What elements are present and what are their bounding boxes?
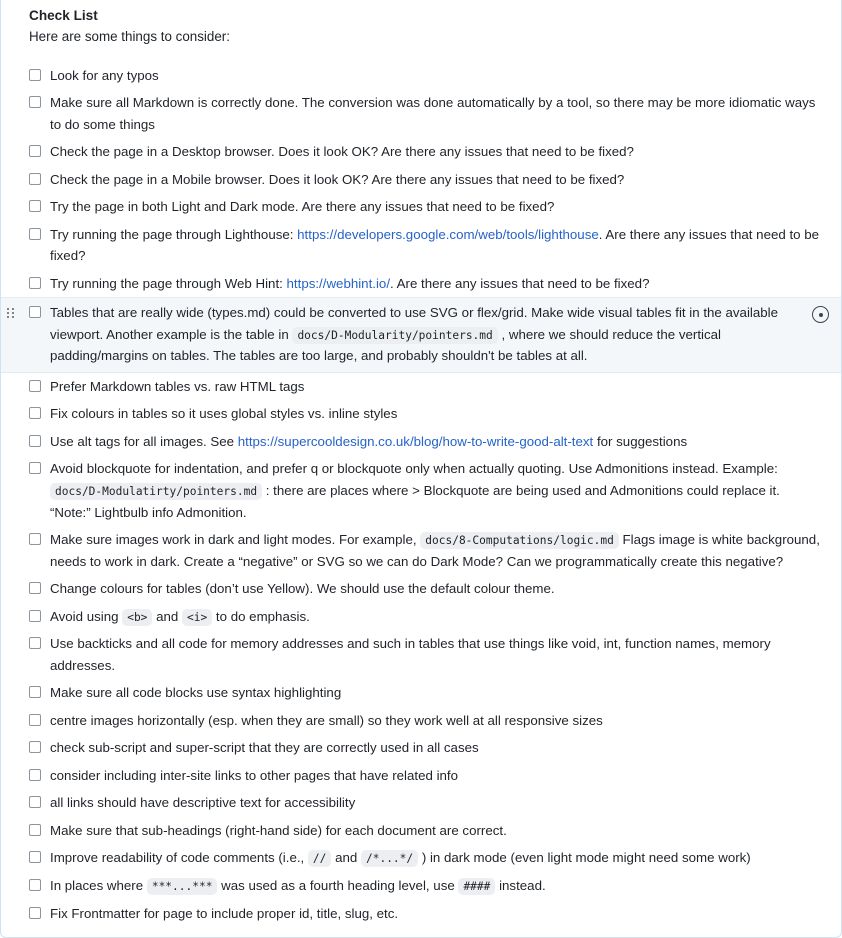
- text-fragment: and: [331, 850, 361, 866]
- text-fragment: Check the page in a Desktop browser. Does it look OK? Are there any issues that need to be fixed?: [50, 144, 634, 160]
- text-fragment: instead.: [495, 877, 546, 893]
- text-fragment: consider including inter-site links to other pages that have related info: [50, 767, 459, 783]
- page-subtitle: Here are some things to consider:: [29, 29, 230, 45]
- check-list-item-label: [50, 710, 822, 732]
- checkbox[interactable]: [29, 582, 41, 594]
- checkbox[interactable]: [29, 96, 41, 108]
- inline-code-chip: docs/D-Modularity/pointers.md: [292, 327, 497, 344]
- text-fragment: . Are there any issues that need to be fixed?: [50, 226, 820, 264]
- inline-code-chip: <i>: [182, 609, 212, 626]
- inline-code-chip: //: [308, 850, 331, 867]
- check-list-item-label: [50, 578, 822, 600]
- text-fragment: Use backticks and all code for memory addresses and such in tables that use things like void, int, function names, memory addresses.: [50, 636, 771, 673]
- text-fragment: Avoid blockquote for indentation, and prefer q or blockquote only when actually quoting. Use Admonitions instead. Example:: [50, 461, 778, 477]
- text-fragment: and: [152, 608, 182, 624]
- check-list-item-label: [50, 302, 802, 367]
- check-list-item-label: [50, 820, 822, 842]
- inline-code-chip: docs/8-Computations/logic.md: [420, 532, 619, 549]
- checkbox[interactable]: [29, 686, 41, 698]
- check-list-item-label: [50, 65, 822, 87]
- checkbox[interactable]: [29, 769, 41, 781]
- check-list-item[interactable]: [15, 455, 827, 526]
- check-list-item[interactable]: [15, 428, 827, 456]
- inline-code-chip: /*...*/: [361, 850, 418, 867]
- text-fragment: Make sure all Markdown is correctly done. The conversion was done automatically by a tool, so there may be more idiomatic ways to do some things: [50, 95, 816, 132]
- text-fragment: Fix colours in tables so it uses global styles vs. inline styles: [50, 406, 398, 422]
- record-dot-circle-icon[interactable]: [812, 306, 829, 323]
- check-list-item[interactable]: [15, 89, 827, 138]
- checkbox[interactable]: [29, 145, 41, 157]
- inline-code-chip: ***...***: [147, 878, 218, 895]
- external-link[interactable]: https://webhint.io/: [286, 275, 391, 291]
- check-list-item[interactable]: [15, 526, 827, 575]
- checkbox[interactable]: [29, 610, 41, 622]
- check-list-item[interactable]: [15, 734, 827, 762]
- check-list-item-label: [50, 529, 822, 572]
- check-list: [15, 62, 827, 928]
- text-fragment: Make sure all code blocks use syntax highlighting: [50, 685, 342, 701]
- text-fragment: was used as a fourth heading level, use: [217, 877, 459, 893]
- text-fragment: , where we should reduce the vertical padding/margins on tables. The tables are too large, and probably shouldn't be tables at all.: [50, 326, 721, 364]
- checkbox[interactable]: [29, 306, 41, 318]
- check-list-item-label: [50, 273, 822, 295]
- checkbox[interactable]: [29, 851, 41, 863]
- check-list-item[interactable]: [15, 679, 827, 707]
- checkbox[interactable]: [29, 435, 41, 447]
- check-list-item[interactable]: [15, 373, 827, 401]
- check-list-item-label: [50, 903, 822, 925]
- text-fragment: : there are places where > Blockquote are being used and Admonitions could replace it. “Note:” Lightbulb info Admonition.: [50, 483, 780, 520]
- check-list-item-label: [50, 765, 822, 787]
- check-list-item[interactable]: [15, 630, 827, 679]
- checkbox[interactable]: [29, 173, 41, 185]
- text-fragment: centre images horizontally (esp. when they are small) so they work well at all responsive sizes: [50, 712, 603, 728]
- text-fragment: ) in dark mode (even light mode might need some work): [418, 850, 751, 866]
- text-fragment: Look for any typos: [50, 67, 159, 83]
- text-fragment: Tables that are really wide (types.md) could be converted to use SVG or flex/grid. Make wide visual tables fit in the available viewport. Another example is the table in: [50, 305, 778, 342]
- page-title: Check List: [29, 8, 98, 23]
- text-fragment: check sub-script and super-script that they are correctly used in all cases: [50, 740, 479, 756]
- checkbox[interactable]: [29, 380, 41, 392]
- inline-code-chip: ####: [458, 878, 495, 895]
- checkbox[interactable]: [29, 796, 41, 808]
- text-fragment: Avoid using: [50, 608, 123, 624]
- checkbox[interactable]: [29, 462, 41, 474]
- checkbox[interactable]: [29, 741, 41, 753]
- checkbox[interactable]: [29, 714, 41, 726]
- check-list-item[interactable]: [15, 900, 827, 928]
- check-list-item-label: [50, 196, 822, 218]
- check-list-item[interactable]: [1, 297, 841, 373]
- text-fragment: for suggestions: [593, 433, 688, 449]
- check-list-item-label: [50, 737, 822, 759]
- check-list-item-label: [50, 431, 822, 453]
- text-fragment: In places where: [50, 877, 147, 893]
- text-fragment: Flags image is white background, needs to work in dark. Create a “negative” or SVG so we can do Dark Mode? Can we programmatically create this negative?: [50, 532, 820, 569]
- text-fragment: . Are there any issues that need to be fixed?: [390, 275, 650, 291]
- checkbox[interactable]: [29, 200, 41, 212]
- inline-code-chip: docs/D-Modulatirty/pointers.md: [50, 483, 262, 500]
- check-list-item[interactable]: [15, 817, 827, 845]
- text-fragment: all links should have descriptive text for accessibility: [50, 795, 356, 811]
- text-fragment: Fix Frontmatter for page to include proper id, title, slug, etc.: [50, 905, 399, 921]
- text-fragment: Make sure that sub-headings (right-hand side) for each document are correct.: [50, 822, 507, 838]
- check-list-item-label: [50, 847, 822, 869]
- check-list-item[interactable]: [15, 270, 827, 298]
- checkbox[interactable]: [29, 69, 41, 81]
- check-list-item[interactable]: [15, 138, 827, 166]
- checkbox[interactable]: [29, 228, 41, 240]
- checkbox[interactable]: [29, 277, 41, 289]
- text-fragment: Change colours for tables (don’t use Yellow). We should use the default colour theme.: [50, 581, 555, 597]
- check-list-item[interactable]: [15, 762, 827, 790]
- text-fragment: Prefer Markdown tables vs. raw HTML tags: [50, 378, 305, 394]
- text-fragment: to do emphasis.: [212, 608, 310, 624]
- check-list-item-label: [50, 141, 822, 163]
- check-list-item-label: [50, 606, 822, 628]
- check-list-item-label: [50, 92, 822, 135]
- text-fragment: Improve readability of code comments (i.e.,: [50, 850, 308, 866]
- external-link[interactable]: https://supercooldesign.co.uk/blog/how-to-write-good-alt-text: [237, 433, 594, 449]
- text-fragment: Use alt tags for all images. See: [50, 433, 238, 449]
- check-list-item-label: [50, 403, 822, 425]
- check-list-item-label: [50, 633, 822, 676]
- checkbox[interactable]: [29, 879, 41, 891]
- check-list-item[interactable]: [15, 707, 827, 735]
- check-list-item-label: [50, 682, 822, 704]
- text-fragment: Try the page in both Light and Dark mode. Are there any issues that need to be fixed?: [50, 199, 555, 215]
- check-list-item[interactable]: [15, 844, 827, 872]
- check-list-item[interactable]: [15, 62, 827, 90]
- inline-code-chip: <b>: [122, 609, 152, 626]
- check-list-item[interactable]: [15, 789, 827, 817]
- check-list-item[interactable]: [15, 166, 827, 194]
- check-list-item-label: [50, 458, 822, 523]
- text-fragment: Make sure images work in dark and light modes. For example,: [50, 532, 421, 548]
- checkbox[interactable]: [29, 637, 41, 649]
- check-list-item[interactable]: [15, 575, 827, 603]
- check-list-item[interactable]: [15, 221, 827, 270]
- checkbox[interactable]: [29, 533, 41, 545]
- check-list-item[interactable]: [15, 603, 827, 631]
- external-link[interactable]: https://developers.google.com/web/tools/lighthouse: [297, 226, 599, 242]
- checkbox[interactable]: [29, 907, 41, 919]
- text-fragment: Try running the page through Web Hint:: [50, 275, 287, 291]
- check-list-item-label: [50, 224, 822, 267]
- check-list-item[interactable]: [15, 193, 827, 221]
- checkbox[interactable]: [29, 824, 41, 836]
- check-list-item-label: [50, 169, 822, 191]
- check-list-item[interactable]: [15, 400, 827, 428]
- text-fragment: Try running the page through Lighthouse:: [50, 226, 298, 242]
- check-list-item-label: [50, 792, 822, 814]
- text-fragment: Check the page in a Mobile browser. Does it look OK? Are there any issues that need to be fixed?: [50, 171, 625, 187]
- checkbox[interactable]: [29, 407, 41, 419]
- drag-handle-dots-icon[interactable]: [7, 308, 15, 319]
- check-list-item-label: [50, 376, 822, 398]
